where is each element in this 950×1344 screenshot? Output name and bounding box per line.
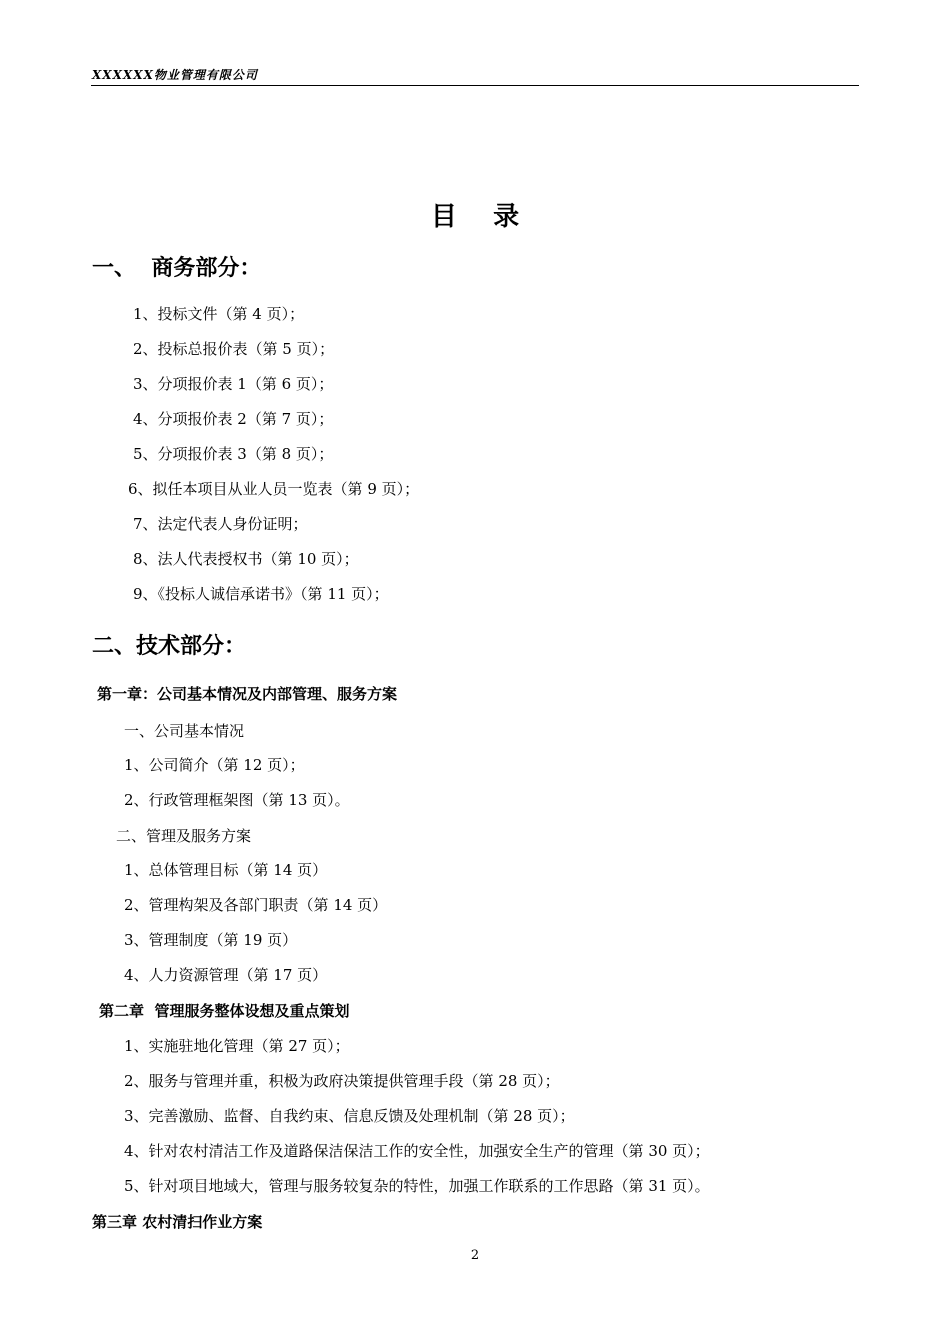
part1-item: 7、法定代表人身份证明； <box>133 515 308 533</box>
part1-item: 8、法人代表授权书（第 10 页）； <box>133 550 359 568</box>
header-rule <box>91 85 859 86</box>
header-company-name: XXXXXX物业管理有限公司 <box>92 68 258 82</box>
chapter1-section1-item: 1、公司简介（第 12 页）； <box>124 756 305 774</box>
chapter1-section2-item: 4、人力资源管理（第 17 页） <box>124 966 328 984</box>
part1-heading: 一、 商务部分： <box>92 256 262 281</box>
chapter1-title: 第一章：公司基本情况及内部管理、服务方案 <box>97 685 398 703</box>
part1-item: 4、分项报价表 2（第 7 页）； <box>133 410 334 428</box>
document-title: 目 录 <box>430 202 520 232</box>
chapter2-item: 1、实施驻地化管理（第 27 页）； <box>124 1037 350 1055</box>
part1-item: 2、投标总报价表（第 5 页）； <box>133 340 335 358</box>
part1-item: 6、拟任本项目从业人员一览表（第 9 页）； <box>128 480 420 498</box>
chapter2-item: 5、针对项目地域大，管理与服务较复杂的特性，加强工作联系的工作思路（第 31 页）。 <box>124 1177 710 1195</box>
page-number: 2 <box>470 1248 480 1263</box>
chapter1-section2-item: 3、管理制度（第 19 页） <box>124 931 298 949</box>
part1-item: 9、《投标人诚信承诺书》（第 11 页）； <box>133 585 389 603</box>
part1-item: 3、分项报价表 1（第 6 页）； <box>133 375 334 393</box>
part1-item: 5、分项报价表 3（第 8 页）； <box>133 445 334 463</box>
chapter1-section1: 一、公司基本情况 <box>124 722 245 740</box>
chapter2-item: 2、服务与管理并重，积极为政府决策提供管理手段（第 28 页）； <box>124 1072 560 1090</box>
chapter2-title: 第二章 管理服务整体设想及重点策划 <box>99 1002 350 1020</box>
chapter1-section2-item: 2、管理构架及各部门职责（第 14 页） <box>124 896 388 914</box>
chapter1-section2: 二、管理及服务方案 <box>116 827 252 845</box>
part2-heading: 二、技术部分： <box>92 634 247 659</box>
chapter1-section1-item: 2、行政管理框架图（第 13 页）。 <box>124 791 350 809</box>
chapter2-item: 3、完善激励、监督、自我约束、信息反馈及处理机制（第 28 页）； <box>124 1107 575 1125</box>
part1-item: 1、投标文件（第 4 页）； <box>133 305 305 323</box>
chapter3-title: 第三章 农村清扫作业方案 <box>92 1213 263 1231</box>
chapter2-item: 4、针对农村清洁工作及道路保洁保洁工作的安全性，加强安全生产的管理（第 30 页）； <box>124 1142 710 1160</box>
chapter1-section2-item: 1、总体管理目标（第 14 页） <box>124 861 328 879</box>
